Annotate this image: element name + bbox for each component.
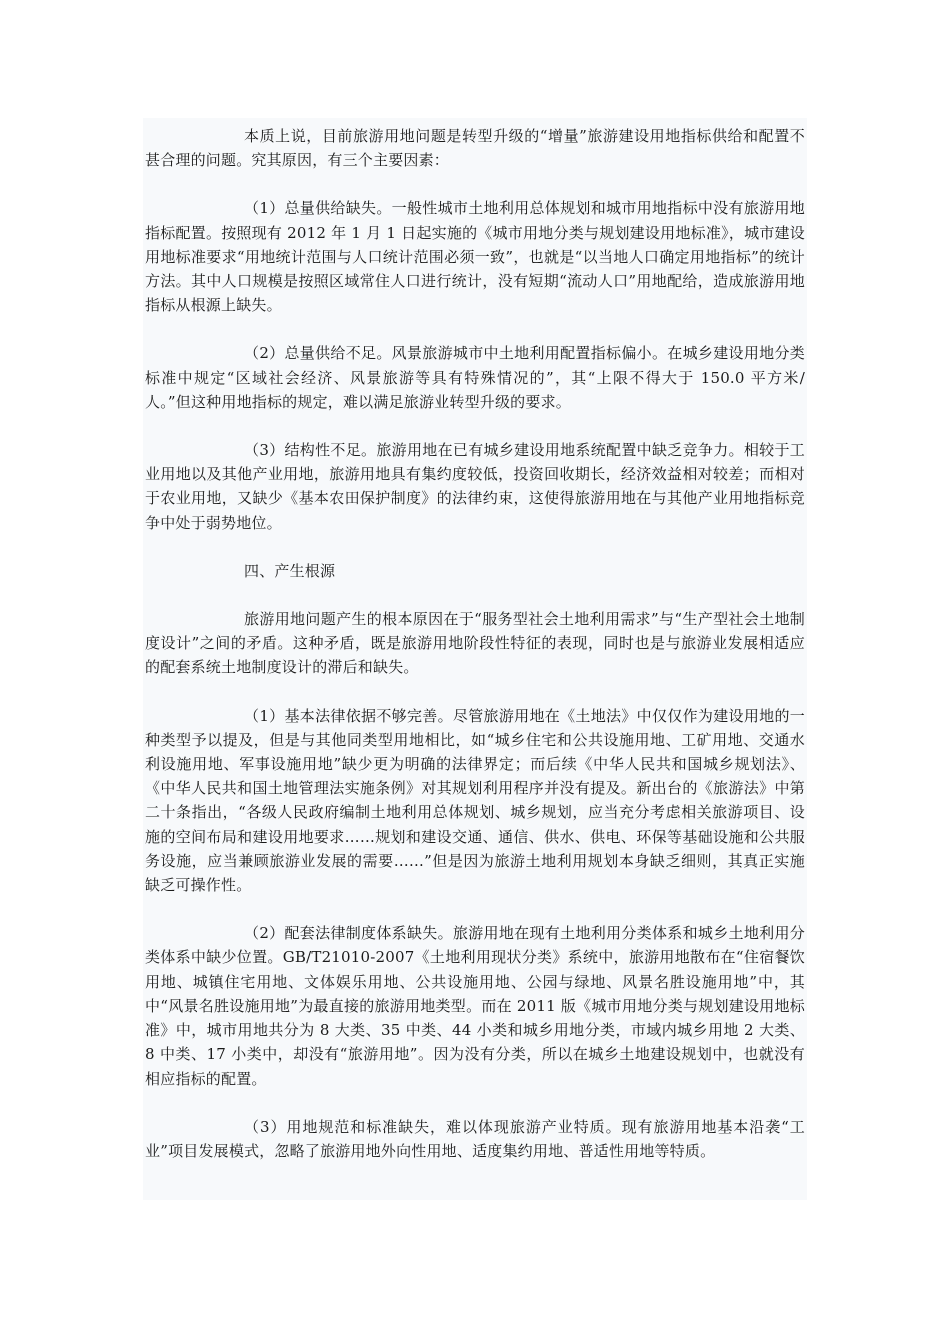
intro-paragraph: 本质上说，目前旅游用地问题是转型升级的“增量”旅游建设用地指标供给和配置不甚合理的问题。究其原因，有三个主要因素： xyxy=(145,127,805,170)
section-heading: 四、产生根源 xyxy=(244,561,336,580)
cause-1-paragraph: （1）基本法律依据不够完善。尽管旅游用地在《土地法》中仅仅作为建设用地的一种类型予以提及，但是与其他同类型用地相比，如“城乡住宅和公共设施用地、工矿用地、交通水利设施用地、军事设施用地”缺少更为明确的法律界定；而后续《中华人民共和国城乡规划法》、《中华人民共和国土地管理法实施条例》对其规划利用程序并没有提及。新出台的《旅游法》中第二十条指出，“各级人民政府编制土地利用总体规划、城乡规划，应当充分考虑相关旅游项目、设施的空间布局和建设用地要求……规划和建设交通、通信、供水、供电、环保等基础设施和公共服务设施，应当兼顾旅游业发展的需要……”但是因为旅游土地利用规划本身缺乏细则，其真正实施缺乏可操作性。 xyxy=(145,706,805,895)
factor-2-paragraph: （2）总量供给不足。风景旅游城市中土地利用配置指标偏小。在城乡建设用地分类标准中规定“区域社会经济、风景旅游等具有特殊情况的”，其“上限不得大于 150.0 平方米/人。”但这种用地指标的规定，难以满足旅游业转型升级的要求。 xyxy=(145,344,805,411)
factor-3-paragraph: （3）结构性不足。旅游用地在已有城乡建设用地系统配置中缺乏竞争力。相较于工业用地以及其他产业用地，旅游用地具有集约度较低，投资回收期长，经济效益相对较差；而相对于农业用地，又缺少《基本农田保护制度》的法律约束，这使得旅游用地在与其他产业用地指标竞争中处于弱势地位。 xyxy=(145,441,805,532)
cause-3-paragraph: （3）用地规范和标准缺失，难以体现旅游产业特质。现有旅游用地基本沿袭“工业”项目发展模式，忽略了旅游用地外向性用地、适度集约用地、普适性用地等特质。 xyxy=(145,1117,805,1160)
root-cause-paragraph: 旅游用地问题产生的根本原因在于“服务型社会土地利用需求”与“生产型社会土地制度设计”之间的矛盾。这种矛盾，既是旅游用地阶段性特征的表现，同时也是与旅游业发展相适应的配套系统土地制度设计的滞后和缺失。 xyxy=(145,610,805,677)
factor-1-paragraph: （1）总量供给缺失。一般性城市土地利用总体规划和城市用地指标中没有旅游用地指标配置。按照现有 2012 年 1 月 1 日起实施的《城市用地分类与规划建设用地标准》，城市建设用地标准要求“用地统计范围与人口统计范围必须一致”，也就是“以当地人口确定用地指标”的统计方法。其中人口规模是按照区域常住人口进行统计，没有短期“流动人口”用地配给，造成旅游用地指标从根源上缺失。 xyxy=(145,199,805,315)
cause-2-paragraph: （2）配套法律制度体系缺失。旅游用地在现有土地利用分类体系和城乡土地利用分类体系中缺少位置。GB/T21010-2007《土地利用现状分类》系统中，旅游用地散布在“住宿餐饮用地、城镇住宅用地、文体娱乐用地、公共设施用地、公园与绿地、风景名胜设施用地”中，其中“风景名胜设施用地”为最直接的旅游用地类型。而在 2011 版《城市用地分类与规划建设用地标准》中，城市用地共分为 8 大类、35 中类、44 小类和城乡用地分类，市域内城乡用地 2 大类、8 中类、17 小类中，却没有“旅游用地”。因为没有分类，所以在城乡土地建设规划中，也就没有相应指标的配置。 xyxy=(145,924,805,1088)
document-body xyxy=(143,118,807,1200)
